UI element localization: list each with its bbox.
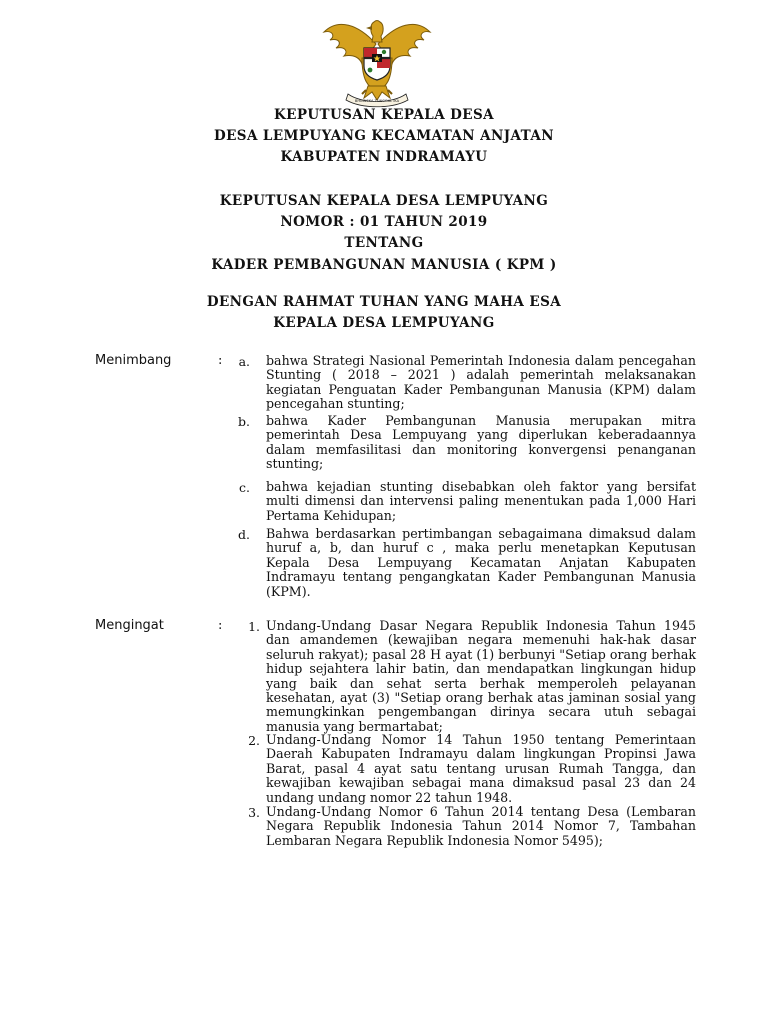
menimbang-item-c: bahwa kejadian stunting disebabkan oleh faktor yang bersifat multi dimensi dan intervensi paling menentukan pada 1,000 Hari Pertama Kehidupan; bbox=[266, 479, 696, 523]
motto-text: BHINNEKA TUNGGAL IKA bbox=[354, 99, 400, 103]
mengingat-mark-1: 1. bbox=[248, 619, 260, 634]
menimbang-item-b: bahwa Kader Pembangunan Manusia merupakan mitra pemerintah Desa Lempuyang yang diperlukan keberadaannya dalam memfasilitasi dan monitoring konvergensi penanganan stunting; bbox=[266, 413, 696, 472]
mengingat-item-1: Undang-Undang Dasar Negara Republik Indonesia Tahun 1945 dan amandemen (kewajiban negara memenuhi hak-hak dasar seluruh rakyat); pasal 28 H ayat (1) berbunyi "Setiap orang berhak hidup sejahtera lahir batin, dan mendapatkan lingkungan hidup yang baik dan sehat serta berhak memperoleh pelayanan kesehatan, ayat (3) "Setiap orang berhak atas jaminan sosial yang memungkinkan pengembangan dirinya secara utuh sebagai manusia yang bermartabat; bbox=[266, 618, 696, 734]
menimbang-mark-c: c. bbox=[239, 480, 250, 495]
menimbang-mark-b: b. bbox=[238, 414, 250, 429]
menimbang-mark-a: a. bbox=[238, 354, 250, 369]
mengingat-mark-2: 2. bbox=[248, 733, 260, 748]
header-line-2: DESA LEMPUYANG KECAMATAN ANJATAN bbox=[214, 128, 554, 144]
decree-title: KEPUTUSAN KEPALA DESA LEMPUYANG bbox=[219, 193, 549, 209]
header-line-3: KABUPATEN INDRAMAYU bbox=[280, 149, 488, 165]
mengingat-item-3: Undang-Undang Nomor 6 Tahun 2014 tentang Desa (Lembaran Negara Republik Indonesia Tahun 2014 Nomor 7, Tambahan Lembaran Negara Republik Indonesia Nomor 5495); bbox=[266, 804, 696, 848]
menimbang-label: Menimbang bbox=[95, 353, 172, 368]
garuda-emblem-icon bbox=[318, 14, 436, 110]
decree-number: NOMOR : 01 TAHUN 2019 bbox=[280, 214, 488, 230]
blessing-line-2: KEPALA DESA LEMPUYANG bbox=[273, 315, 495, 331]
blessing-line-1: DENGAN RAHMAT TUHAN YANG MAHA ESA bbox=[206, 294, 562, 310]
mengingat-colon: : bbox=[218, 618, 223, 633]
menimbang-colon: : bbox=[218, 353, 223, 368]
mengingat-mark-3: 3. bbox=[248, 805, 260, 820]
mengingat-label: Mengingat bbox=[95, 618, 164, 633]
menimbang-item-d: Bahwa berdasarkan pertimbangan sebagaimana dimaksud dalam huruf a, b, dan huruf c , maka perlu menetapkan Keputusan Kepala Desa Lempuyang Kecamatan Anjatan Kabupaten Indramayu tentang pengangkatan Kader Pembangunan Manusia (KPM). bbox=[266, 526, 696, 599]
menimbang-item-a: bahwa Strategi Nasional Pemerintah Indonesia dalam pencegahan Stunting ( 2018 – 2021 ) adalah pemerintah melaksanakan kegiatan Penguatan Kader Pembangunan Manusia (KPM) dalam pencegahan stunting; bbox=[266, 353, 696, 412]
decree-subject: KADER PEMBANGUNAN MANUSIA ( KPM ) bbox=[211, 257, 557, 273]
decree-about: TENTANG bbox=[344, 235, 424, 251]
header-line-1: KEPUTUSAN KEPALA DESA bbox=[274, 107, 494, 123]
menimbang-mark-d: d. bbox=[238, 527, 250, 542]
mengingat-item-2: Undang-Undang Nomor 14 Tahun 1950 tentang Pemerintaan Daerah Kabupaten Indramayu dalam lingkungan Propinsi Jawa Barat, pasal 4 ayat satu tentang urusan Rumah Tangga, dan kewajiban kewajiban sebagai mana dimaksud pasal 23 dan 24 undang undang nomor 22 tahun 1948. bbox=[266, 732, 696, 805]
